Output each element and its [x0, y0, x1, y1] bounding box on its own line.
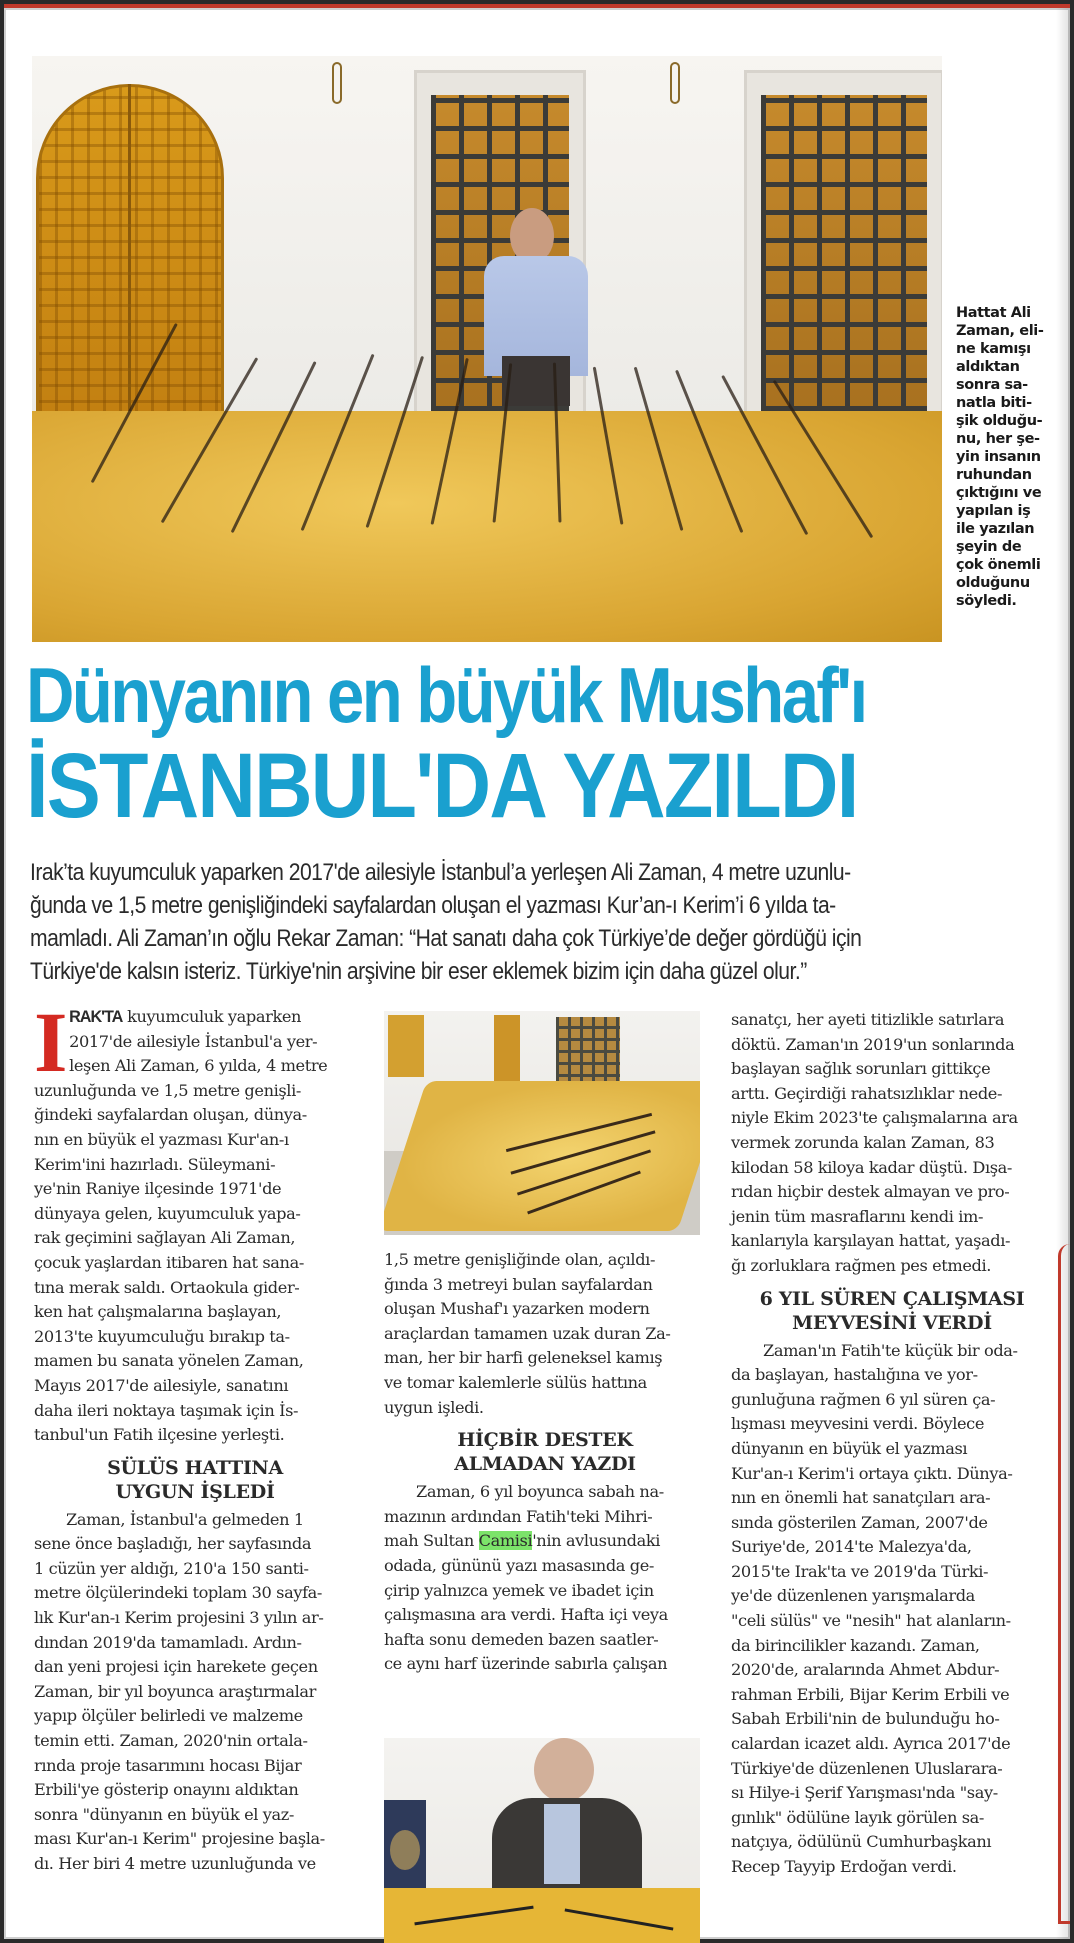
lede-paragraph: Irak’ta kuyumculuk yaparken 2017'de ailesiyle İstanbul’a yerleşen Ali Zaman, 4 metre uzunlu- ğunda ve 1,5 metre genişliğindeki sayfalardan oluşan el yazması Kur’an-ı Kerim’i 6 yılda ta- mamladı. Ali Zaman’ın oğlu Rekar Zaman: “Hat sanatı daha çok Türkiye’de değer gördüğü için Türkiye'de kalsın isteriz. Türkiye'nin arşivine bir eser eklemek bizim için daha güzel olur.” [30, 859, 862, 985]
headline-line-2: İSTANBUL'DA YAZILDI [26, 735, 858, 837]
subheading-destek: HİÇBİR DESTEK ALMADAN YAZDI [454, 1429, 636, 1476]
lead-word: RAK'TA [69, 1008, 123, 1026]
main-photo [32, 56, 942, 642]
calligrapher-writing-photo [384, 1738, 700, 1943]
wall-sconce [670, 62, 680, 104]
red-frame-border [1058, 1244, 1070, 1924]
page-headline [26, 651, 1066, 837]
mushaf-page [32, 411, 942, 642]
article-column-3: sanatçı, her ayeti titizlikle satırlara döktü. Zaman'ın 2019'un sonlarında başlayan sağlık sorunları gittikçe arttı. Geçirdiği rahatsızlıklar nede- niyle Ekim 2023'te çalışmalarına ara vermek zorunda kalan Zaman, 83 kilodan 58 kiloya kadar düştü. Dışa- rıdan hiçbir destek almayan ve pro- jenin tüm masraflarını kendi im- kanlarıyla karşılayan hattat, yaşadı- ğı zorluklara rağmen pes etmedi. 6 YIL SÜREN ÇALIŞMASI MEYVESİNİ VERDİ Zaman'ın Fatih'te küçük bir oda- da başlayan, hastalığına ve yor- gunluğuna rağmen 6 yıl süren ça- lışması meyvesini verdi. Böylece dünyanın en büyük el yazması Kur'an-ı Kerim'i ortaya çıktı. Dünya- nın en önemli hat sanatçıları ara- sında gösterilen Zaman, 2007'de Suriye'de, 2014'te Malezya'da, 2015'te Irak'ta ve 2019'da Türki- ye'de düzenlenen yarışmalarda "celi sülüs" ve "nesih" hat alanların- da birincilikler kazandı. Zaman, 2020'de, aralarında Ahmet Abdur- rahman Erbili, Bijar Kerim Erbili ve Sabah Erbili'nin de bulunduğu ho- calardan icazet aldı. Ayrıca 2017'de Türkiye'de düzenlenen Uluslarara- sı Hilye-i Şerif Yarışması'nda "say- gınlık" ödülüne layık görülen sa- natçıya, ödülünü Cumhurbaşkanı Recep Tayyip Erdoğan verdi. [731, 1008, 1053, 1880]
wall-sconce [332, 62, 342, 104]
newspaper-page [4, 4, 1070, 1939]
subheading-sulus: SÜLÜS HATTINA UYGUN İŞLEDİ [107, 1456, 283, 1503]
article-column-1: I RAK'TA kuyumculuk yaparken 2017'de ailesiyle İstanbul'a yer- leşen Ali Zaman, 6 yılda, 4 metre uzunluğunda ve 1,5 metre genişli- ğindeki sayfalardan oluşan, dünya- nın en büyük el yazması Kur'an-ı Kerim'ini hazırladı. Süleymani- ye'nin Raniye ilçesinde 1971'de dünyaya gelen, kuyumculuk yapa- rak geçimini sağlayan Ali Zaman, çocuk yaşlardan itibaren hat sana- tına merak saldı. Ortaokula gider- ken hat çalışmalarına başlayan, 2013'te kuyumculuğu bırakıp ta- mamen bu sanata yönelen Zaman, Mayıs 2017'de ailesiyle, sanatını daha ileri noktaya taşımak için İs- tanbul'un Fatih ilçesine yerleşti. SÜLÜS HATTINA UYGUN İŞLEDİ Zaman, İstanbul'a gelmeden 1 sene önce başladığı, her sayfasında 1 cüzün yer aldığı, 210'a 150 santi- metre ölçülerindeki toplam 30 sayfa- lık Kur'an-ı Kerim projesini 3 yılın ar- dından 2019'da tamamladı. Ardın- dan yeni projesi için harekete geçen Zaman, bir yıl boyunca araştırmalar yapıp ölçüler belirledi ve malzeme temin etti. Zaman, 2020'nin ortala- rında proje tasarımını hocası Bijar Erbili'ye gösterip onayını aldıktan sonra "dünyanın en büyük el yaz- ması Kur'an-ı Kerim" projesine başla- dı. Her biri 4 metre uzunluğunda ve [34, 1005, 356, 1877]
highlighted-word: Camisi [478, 1531, 533, 1551]
drop-cap: I [34, 994, 68, 1090]
subheading-meyve: 6 YIL SÜREN ÇALIŞMASI MEYVESİNİ VERDİ [759, 1287, 1025, 1334]
mushaf-table-photo [384, 1011, 700, 1235]
photo-caption: Hattat Ali Zaman, eli- ne kamışı aldıktan sonra sa- natla biti- şik olduğu- nu, her şe- yin insanın ruhundan çıktığını ve yapılan iş ile yazılan şeyin de çok önemli olduğunu söyledi. [956, 305, 1044, 609]
article-column-2: 1,5 metre genişliğinde olan, açıldı- ğında 3 metreyi bulan sayfalardan oluşan Mushaf'ı yazarken modern araçlardan tamamen uzak duran Za- man, her bir harfi geleneksel kamış ve tomar kalemlerle sülüs hattına uygun işledi. HİÇBİR DESTEK ALMADAN YAZDI Zaman, 6 yıl boyunca sabah na- mazının ardından Fatih'teki Mihri- mah Sultan Camisi'nin avlusundaki odada, gününü yazı masasında ge- çirip yalnızca yemek ve ibadet için çalışmasına ara verdi. Hafta içi veya hafta sonu demeden bazen saatler- ce aynı harf üzerinde sabırla çalışan [384, 1248, 706, 1677]
window-grille [744, 70, 942, 420]
headline-line-1: Dünyanın en büyük Mushaf'ı [26, 651, 866, 739]
